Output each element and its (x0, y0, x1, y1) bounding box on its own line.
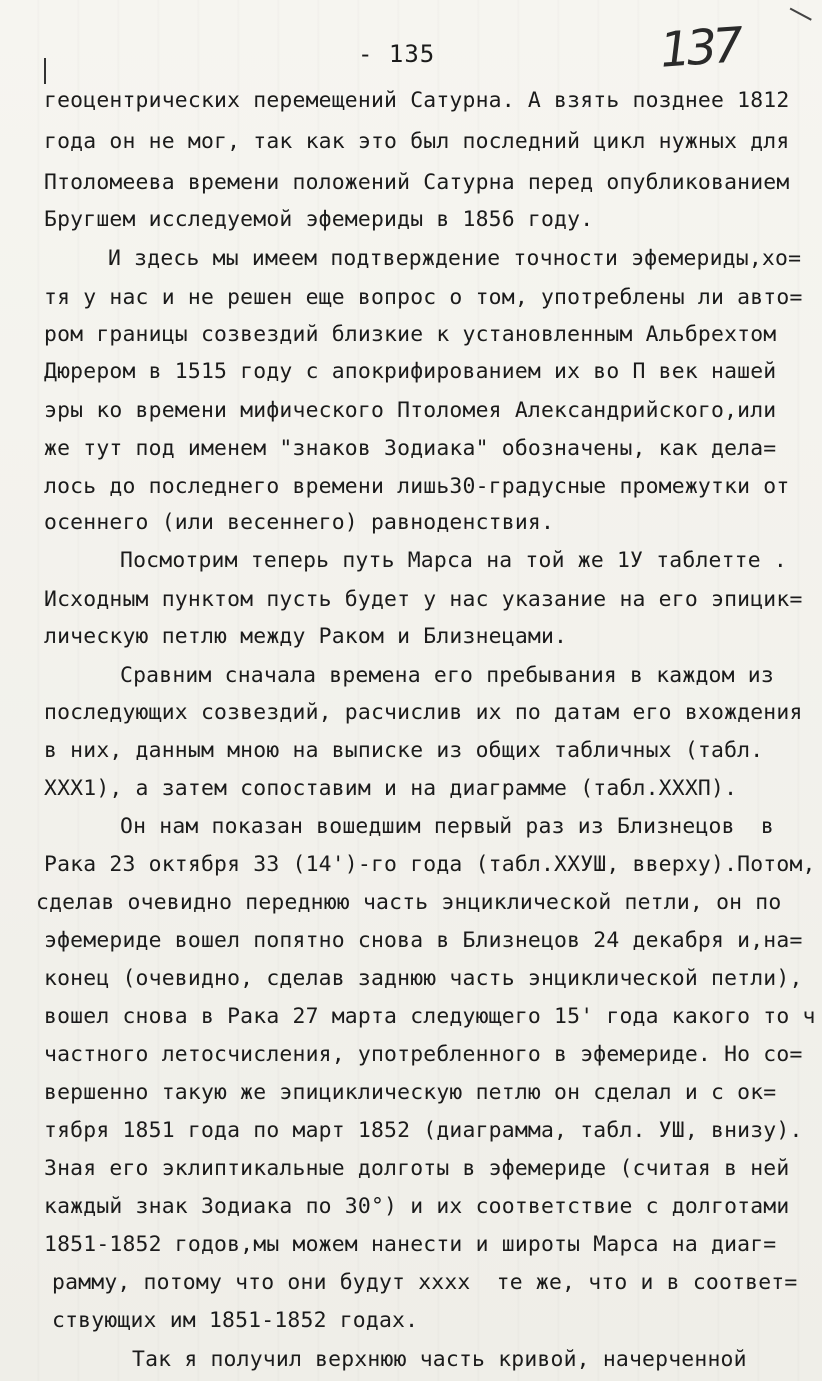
text-line: Рака 23 октября 33 (14')-го года (табл.XXУШ, вверху).Потом, (44, 852, 816, 877)
text-line: И здесь мы имеем подтверждение точности эфемериды,хо= (108, 246, 802, 271)
text-line: Он нам показан вошедшим первый раз из Близнецов в (120, 814, 774, 839)
text-line: Зная его эклиптикальные долготы в эфемериде (считая в ней (44, 1156, 790, 1181)
text-line: частного летосчисления, употребленного в эфемериде. Но со= (44, 1042, 803, 1067)
text-line: рамму, потому что они будут xxxx те же, что и в соответ= (52, 1270, 798, 1295)
text-line: сделав очевидно переднюю часть энциклической петли, он по (36, 890, 782, 915)
text-line: лическую петлю между Раком и Близнецами. (44, 624, 568, 649)
text-line: осеннего (или весеннего) равноденствия. (44, 510, 555, 535)
text-line: Бругшем исследуемой эфемериды в 1856 году. (44, 207, 594, 232)
text-line: Дюрером в 1515 году с апокрифированием их во П век нашей (44, 359, 777, 384)
corner-fold-mark (790, 0, 819, 21)
text-line: Птоломеева времени положений Сатурна перед опубликованием (44, 170, 790, 195)
text-line: тября 1851 года по март 1852 (диаграмма, табл. УШ, внизу). (44, 1118, 803, 1143)
text-line: года он не мог, так как это был последний цикл нужных для (44, 129, 790, 154)
text-line: же тут под именем "знаков Зодиака" обозначены, как дела= (44, 436, 777, 461)
text-line: Сравним сначала времена его пребывания в каждом из (120, 663, 774, 688)
text-line: 1851-1852 годов,мы можем нанести и широты Марса на диаг= (44, 1232, 777, 1257)
text-line: XXX1), а затем сопоставим и на диаграмме (табл.XXXП). (44, 776, 738, 801)
text-line: ром границы созвездий близкие к установленным Альбрехтом (44, 322, 777, 347)
text-line: Посмотрим теперь путь Марса на той же 1У таблетте . (120, 548, 787, 573)
text-line: Так я получил верхнюю часть кривой, начерченной (132, 1347, 747, 1372)
text-line: последующих созвездий, расчислив их по датам его вхождения (44, 700, 803, 725)
text-line: Исходным пунктом пусть будет у нас указание на его эпицик= (44, 587, 803, 612)
page-number: - 135 (358, 40, 436, 68)
text-line: лось до последнего времени лишь30-градусные промежутки от (44, 474, 790, 499)
text-line: эры ко времени мифического Птоломея Александрийского,или (44, 398, 777, 423)
archive-number-handwritten: 137 (658, 17, 742, 79)
text-line: геоцентрических перемещений Сатурна. А взять позднее 1812 (44, 88, 790, 113)
text-line: ствующих им 1851-1852 годах. (52, 1308, 419, 1333)
text-line: в них, данным мною на выписке из общих табличных (табл. (44, 738, 764, 763)
text-line: вершенно такую же эпициклическую петлю он сделал и с ок= (44, 1080, 777, 1105)
margin-mark (44, 58, 46, 84)
text-line: конец (очевидно, сделав заднюю часть энциклической петли), (44, 966, 803, 991)
text-line: вошел снова в Рака 27 марта следующего 15' года какого то ч (44, 1004, 816, 1029)
text-line: каждый знак Зодиака по 30°) и их соответствие с долготами (44, 1194, 790, 1219)
text-line: эфемериде вошел попятно снова в Близнецов 24 декабря и,на= (44, 928, 803, 953)
text-line: тя у нас и не решен еще вопрос о том, употреблены ли авто= (44, 285, 803, 310)
